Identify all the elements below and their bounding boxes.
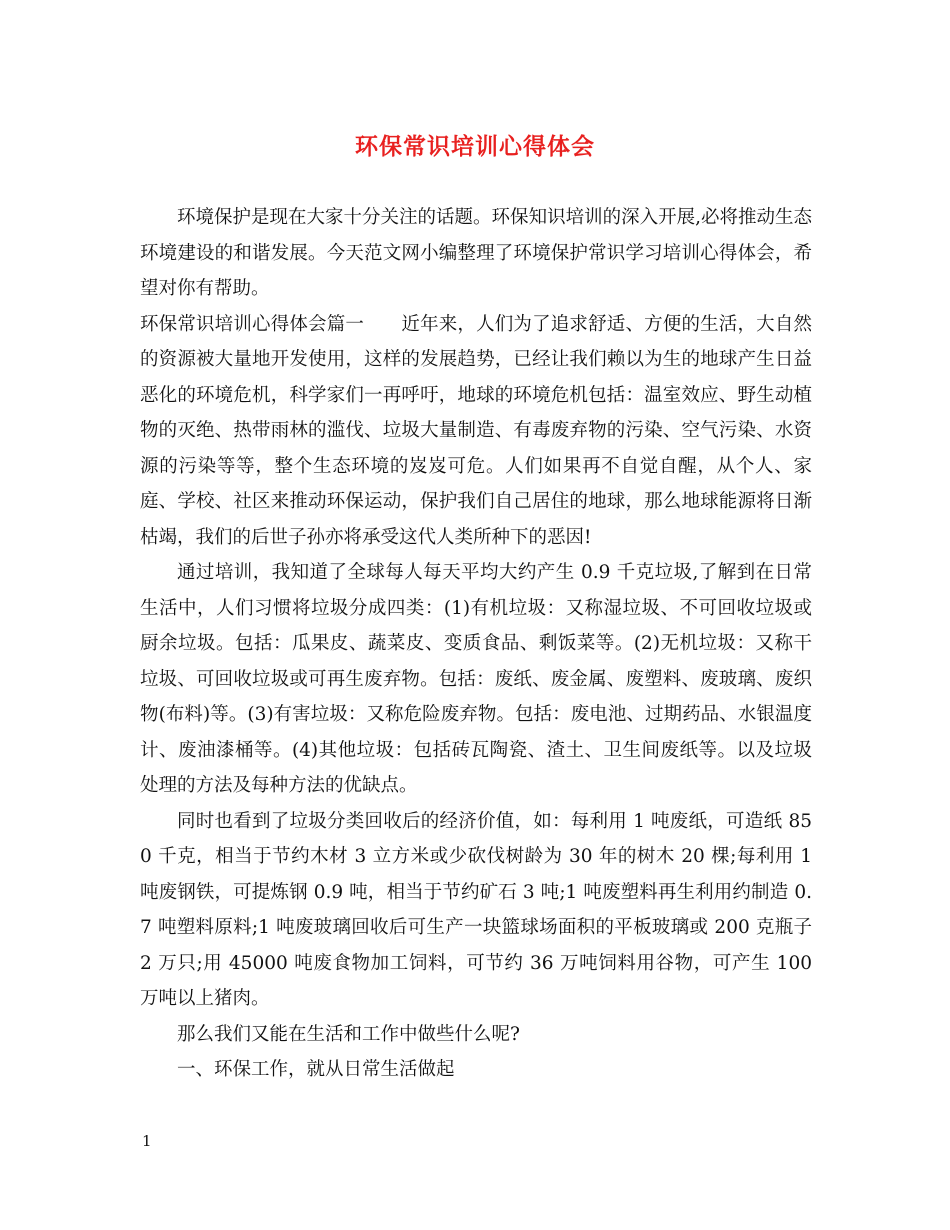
question-paragraph: 那么我们又能在生活和工作中做些什么呢? bbox=[177, 1023, 520, 1045]
training-knowledge-paragraph: 通过培训，我知道了全球每人每天平均大约产生 0.9 千克垃圾,了解到在日常生活中，人们习惯将垃圾分成四类：(1)有机垃圾：又称湿垃圾、不可回收垃圾或厨余垃圾。包括：瓜果皮、蔬菜皮、变质食品、剩饭菜等。(2)无机垃圾：又称干垃圾、可回收垃圾或可再生废弃物。包括：废纸、废金属、废塑料、废玻璃、废织物(布料)等。(3)有害垃圾：又称危险废弃物。包括：废电池、过期药品、水银温度计、废油漆桶等。(4)其他垃圾：包括砖瓦陶瓷、渣土、卫生间废纸等。以及垃圾处理的方法及每种方法的优缺点。 bbox=[140, 562, 812, 796]
page-number: 1 bbox=[142, 1132, 152, 1150]
economic-value-paragraph: 同时也看到了垃圾分类回收后的经济价值，如：每利用 1 吨废纸，可造纸 850 千克，相当于节约木材 3 立方米或少砍伐树龄为 30 年的树木 20 棵;每利用 1 吨废钢铁，可提炼钢 0.9 吨，相当于节约矿石 3 吨;1 吨废塑料再生利用约制造 0.7 吨塑料原料;1 吨废玻璃回收后可生产一块篮球场面积的平板玻璃或 200 克瓶子 2 万只;用 45000 吨废食物加工饲料，可节约 36 万吨饲料用谷物，可产生 100 万吨以上猪肉。 bbox=[140, 810, 812, 1009]
heading-daily-life: 一、环保工作，就从日常生活做起 bbox=[177, 1059, 455, 1080]
section-one-paragraph: 环保常识培训心得体会篇一 近年来，人们为了追求舒适、方便的生活，大自然的资源被大量地开发使用，这样的发展趋势，已经让我们赖以为生的地球产生日益恶化的环境危机，科学家们一再呼吁，地球的环境危机包括：温室效应、野生动植物的灭绝、热带雨林的滥伐、垃圾大量制造、有毒废弃物的污染、空气污染、水资源的污染等等，整个生态环境的岌岌可危。人们如果再不自觉自醒，从个人、家庭、学校、社区来推动环保运动，保护我们自己居住的地球，那么地球能源将日渐枯竭，我们的后世子孙亦将承受这代人类所种下的恶因! bbox=[140, 313, 812, 548]
document-body bbox=[140, 200, 812, 1088]
intro-paragraph: 环境保护是现在大家十分关注的话题。环保知识培训的深入开展,必将推动生态环境建设的和谐发展。今天范文网小编整理了环境保护常识学习培训心得体会，希望对你有帮助。 bbox=[140, 207, 812, 299]
document-title: 环保常识培训心得体会 bbox=[355, 134, 595, 160]
